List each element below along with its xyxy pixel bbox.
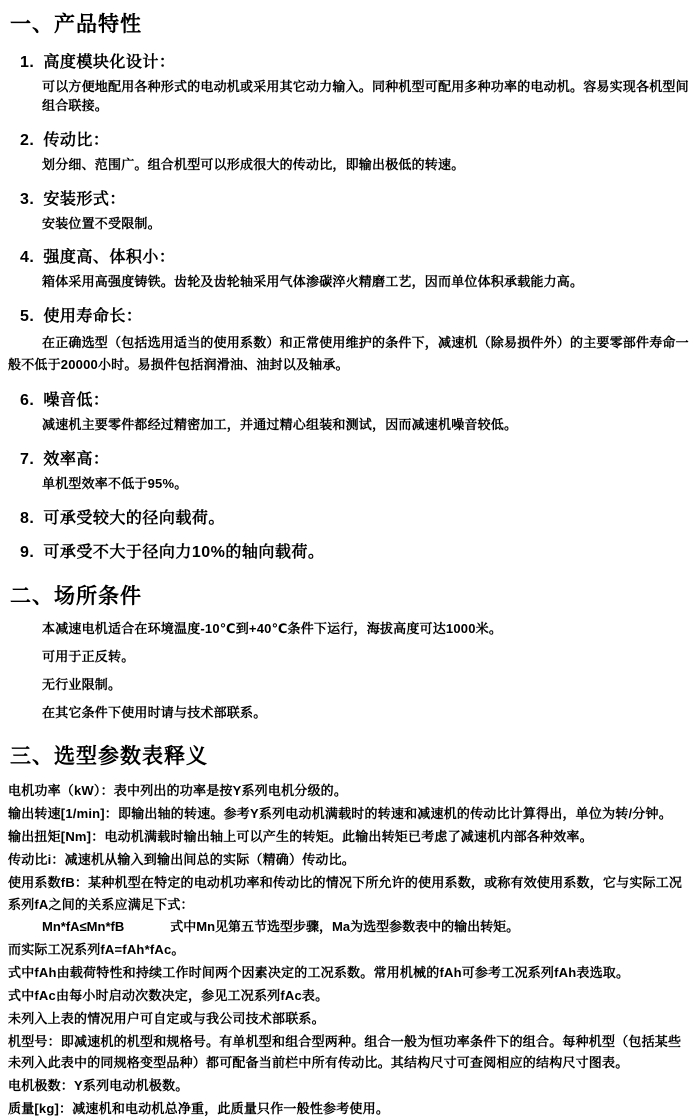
feature-item — [20, 49, 692, 72]
item-title: 可承受较大的径向载荷。 — [43, 510, 225, 528]
paragraph: 可以方便地配用各种形式的电动机或采用其它动力输入。同种机型可配用多种功率的电动机。容易实现各机型间组合联接。 — [42, 79, 689, 113]
item-title: 强度高、体积小： — [43, 249, 176, 267]
item-title: 安装形式： — [43, 190, 126, 208]
item-number: 7. — [20, 451, 35, 469]
feature-item — [20, 186, 692, 209]
definition-line: 式中fAh由载荷特性和持续工作时间两个因素决定的工况系数。常用机械的fAh可参考工况系列fAh表选取。 — [8, 965, 630, 981]
item-number: 9. — [20, 544, 35, 562]
item-title: 可承受不大于径向力10%的轴向载荷。 — [43, 544, 325, 562]
feature-item — [20, 539, 692, 562]
paragraph: 箱体采用高强度铸铁。齿轮及齿轮轴采用气体渗碳淬火精磨工艺，因而单位体积承载能力高。 — [42, 274, 584, 290]
definition-line: 输出扭矩[Nm]：电动机满载时输出轴上可以产生的转矩。此输出转矩已考虑了减速机内部各种效率。 — [8, 829, 593, 845]
item-number: 2. — [20, 131, 35, 149]
paragraph: 减速机主要零件都经过精密加工，并通过精心组装和测试，因而减速机噪音较低。 — [42, 417, 518, 433]
paragraph: 安装位置不受限制。 — [42, 215, 161, 231]
definition-line: 电机极数：Y系列电动机极数。 — [8, 1078, 189, 1094]
feature-item — [20, 244, 692, 267]
paragraph: 单机型效率不低于95%。 — [42, 476, 188, 492]
paragraph: 本减速电机适合在环境温度-10℃到+40℃条件下运行，海拔高度可达1000米。 — [42, 621, 503, 637]
formula-expression: Mn*fA≤Mn*fB — [42, 919, 125, 935]
feature-item — [20, 127, 692, 150]
feature-item — [20, 387, 692, 410]
item-title: 使用寿命长： — [43, 308, 143, 326]
section — [8, 8, 692, 562]
section-heading: 一、产品特性 — [10, 13, 142, 36]
definition-line: 机型号：即减速机的机型和规格号。有单机型和组合型两种。组合一般为恒功率条件下的组合。每种机型（包括某些未列入此表中的同规格变型品种）都可配备当前栏中所有传动比。其结构尺寸可查阅相应的结构尺寸图表。 — [8, 1033, 682, 1071]
definition-line: 式中fAc由每小时启动次数决定，参见工况系列fAc表。 — [8, 987, 329, 1003]
item-title: 噪音低： — [43, 392, 110, 410]
item-number: 8. — [20, 510, 35, 528]
section-heading: 二、场所条件 — [10, 585, 142, 609]
item-title: 高度模块化设计： — [43, 54, 176, 71]
section — [8, 740, 692, 1119]
item-number: 4. — [20, 249, 35, 267]
item-title: 效率高： — [43, 451, 110, 469]
item-title: 传动比： — [43, 131, 110, 149]
paragraph: 在其它条件下使用时请与技术部联系。 — [42, 704, 267, 720]
formula-row — [8, 916, 692, 938]
item-number: 6. — [20, 392, 35, 410]
feature-item — [20, 446, 692, 469]
feature-item — [20, 505, 692, 528]
formula-note: 式中Mn见第五节选型步骤，Ma为选型参数表中的输出转矩。 — [170, 919, 520, 935]
paragraph: 划分细、范围广。组合机型可以形成很大的传动比，即输出极低的转速。 — [42, 156, 465, 172]
item-number: 5. — [20, 308, 35, 326]
feature-item — [20, 303, 692, 326]
definition-line: 传动比i：减速机从输入到输出间总的实际（精确）传动比。 — [8, 851, 356, 867]
definition-line: 输出转速[1/min]：即输出轴的转速。参考Y系列电动机满载时的转速和减速机的传动比计算得出，单位为转/分钟。 — [8, 806, 672, 822]
section — [8, 580, 692, 722]
definition-line: 质量[kg]：减速机和电动机总净重，此质量只作一般性参考使用。 — [8, 1101, 390, 1117]
definition-line: 电机功率（kW）：表中列出的功率是按Y系列电机分级的。 — [8, 783, 348, 799]
section-heading: 三、选型参数表释义 — [10, 745, 208, 769]
paragraph: 无行业限制。 — [42, 676, 122, 692]
definition-line: 而实际工况系列fA=fAh*fAc。 — [8, 942, 185, 958]
definition-line: 使用系数fB：某种机型在特定的电动机功率和传动比的情况下所允许的使用系数，或称有效使用系数，它与实际工况系列fA之间的关系应满足下式： — [8, 874, 683, 912]
paragraph: 在正确选型（包括选用适当的使用系数）和正常使用维护的条件下，减速机（除易损件外）的主要零部件寿命一般不低于20000小时。易损件包括润滑油、油封以及轴承。 — [8, 335, 689, 373]
paragraph: 可用于正反转。 — [42, 648, 135, 664]
item-number: 1. — [20, 54, 35, 71]
definition-line: 未列入上表的情况用户可自定或与我公司技术部联系。 — [8, 1010, 325, 1026]
item-number: 3. — [20, 190, 35, 208]
